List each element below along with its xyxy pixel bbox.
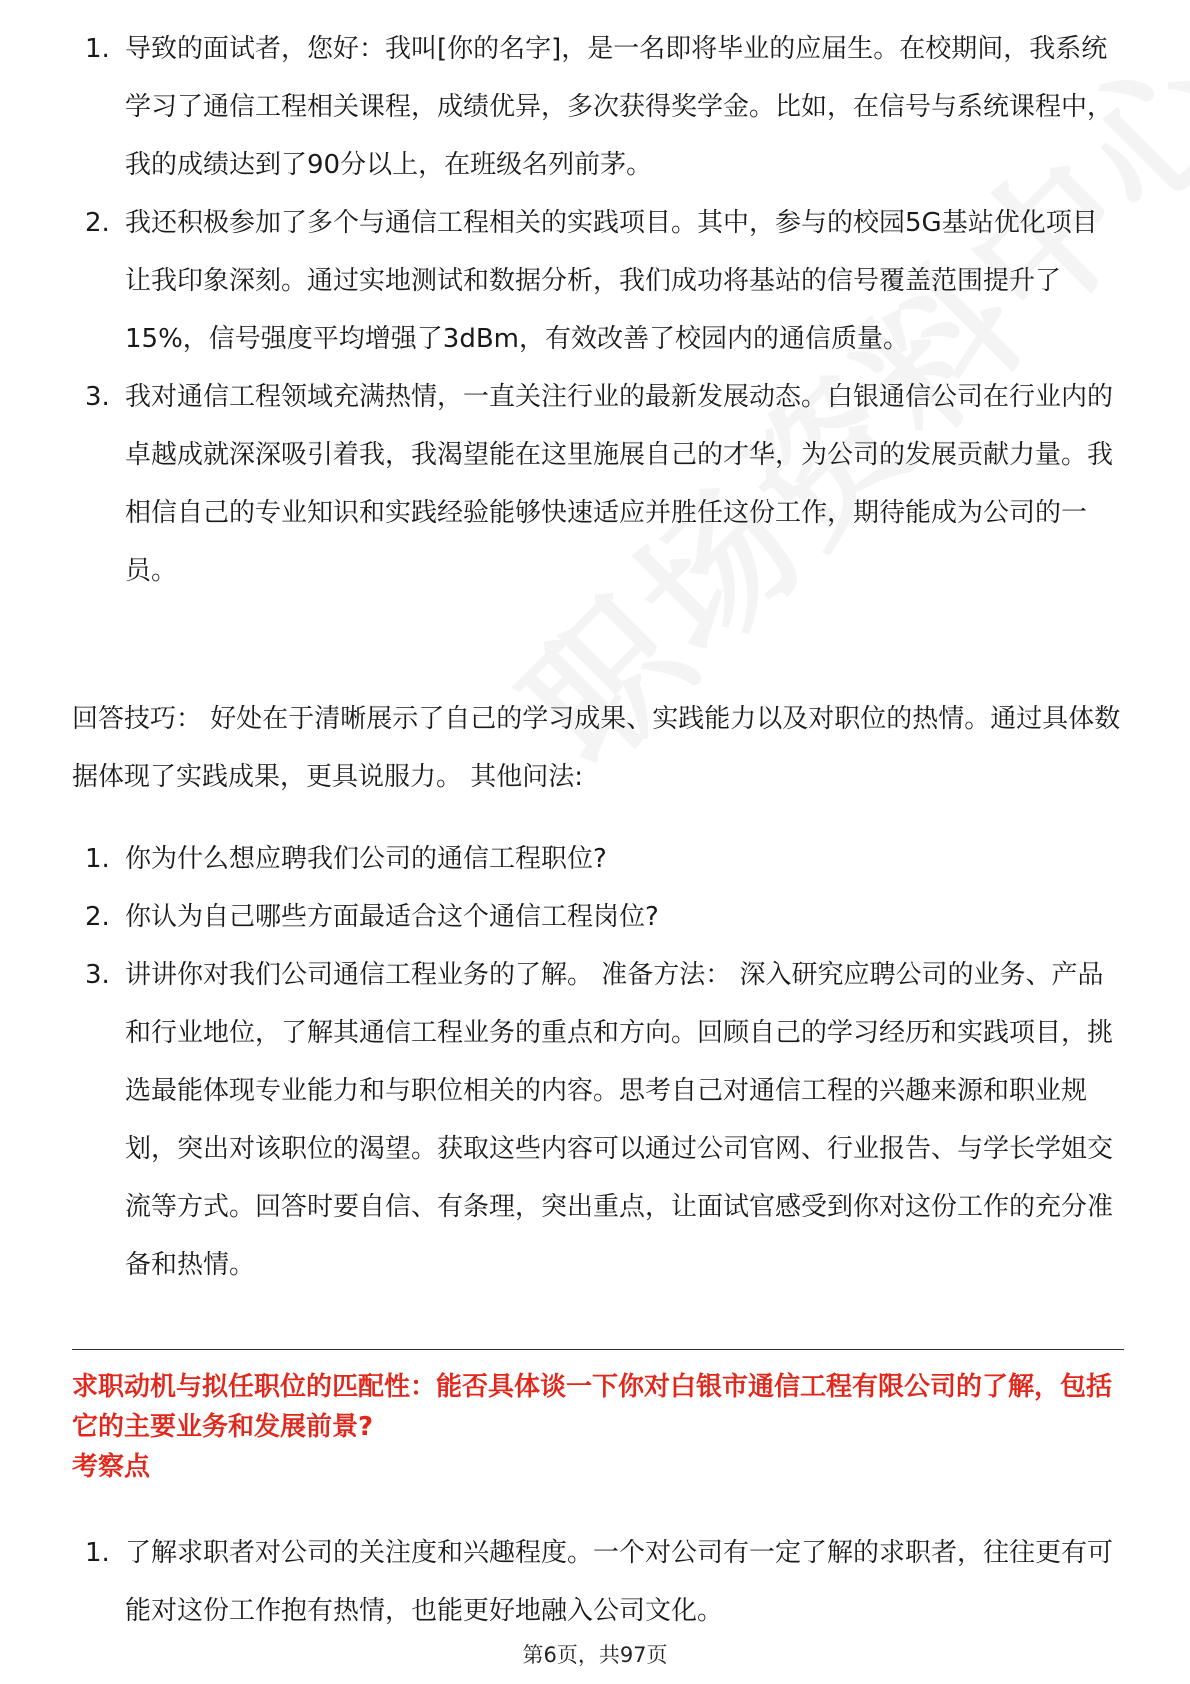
list-item	[72, 1524, 1122, 1640]
list-text: 导致的面试者，您好：我叫[你的名字]，是一名即将毕业的应届生。在校期间，我系统学习了通信工程相关课程，成绩优异，多次获得奖学金。比如，在信号与系统课程中，我的成绩达到了90分以上，在班级名列前茅。	[125, 34, 1114, 180]
list-text: 我还积极参加了多个与通信工程相关的实践项目。其中，参与的校园5G基站优化项目让我印象深刻。通过实地测试和数据分析，我们成功将基站的信号覆盖范围提升了15%，信号强度平均增强了3dBm，有效改善了校园内的通信质量。	[125, 208, 1098, 354]
alternate-questions-list	[72, 830, 1122, 1294]
list-number: 2.	[85, 902, 110, 932]
list-text: 你认为自己哪些方面最适合这个通信工程岗位?	[125, 902, 659, 932]
list-text: 你为什么想应聘我们公司的通信工程职位?	[125, 844, 607, 874]
assessment-points-list	[72, 1524, 1122, 1640]
list-text: 讲讲你对我们公司通信工程业务的了解。 准备方法： 深入研究应聘公司的业务、产品和行业地位，了解其通信工程业务的重点和方向。回顾自己的学习经历和实践项目，挑选最能体现专业能力和与职位相关的内容。思考自己对通信工程的兴趣来源和职业规划，突出对该职位的渴望。获取这些内容可以通过公司官网、行业报告、与学长学姐交流等方式。回答时要自信、有条理，突出重点，让面试官感受到你对这份工作的充分准备和热情。	[125, 960, 1114, 1280]
answer-tips: 回答技巧： 好处在于清晰展示了自己的学习成果、实践能力以及对职位的热情。通过具体数据体现了实践成果，更具说服力。 其他问法:	[72, 704, 1121, 792]
list-item	[72, 368, 1122, 600]
section-divider	[72, 1349, 1124, 1350]
list-number: 3.	[85, 960, 110, 990]
list-item	[72, 194, 1122, 368]
list-text: 我对通信工程领域充满热情，一直关注行业的最新发展动态。白银通信公司在行业内的卓越成就深深吸引着我，我渴望能在这里施展自己的才华，为公司的发展贡献力量。我相信自己的专业知识和实践经验能够快速适应并胜任这份工作，期待能成为公司的一员。	[125, 382, 1114, 586]
list-item	[72, 20, 1122, 194]
page-number: 第6页，共97页	[522, 1643, 668, 1667]
list-text: 了解求职者对公司的关注度和兴趣程度。一个对公司有一定了解的求职者，往往更有可能对这份工作抱有热情，也能更好地融入公司文化。	[125, 1538, 1114, 1626]
list-number: 1.	[85, 844, 110, 874]
question-title: 求职动机与拟任职位的匹配性：能否具体谈一下你对白银市通信工程有限公司的了解，包括它的主要业务和发展前景?	[72, 1372, 1113, 1442]
list-number: 1.	[85, 1538, 110, 1568]
answer-list	[72, 20, 1122, 600]
list-number: 2.	[85, 208, 110, 238]
list-item	[72, 946, 1122, 1294]
list-number: 1.	[85, 34, 110, 64]
list-item	[72, 830, 1122, 888]
list-item	[72, 888, 1122, 946]
list-number: 3.	[85, 382, 110, 412]
section-heading: 考察点	[72, 1452, 151, 1482]
